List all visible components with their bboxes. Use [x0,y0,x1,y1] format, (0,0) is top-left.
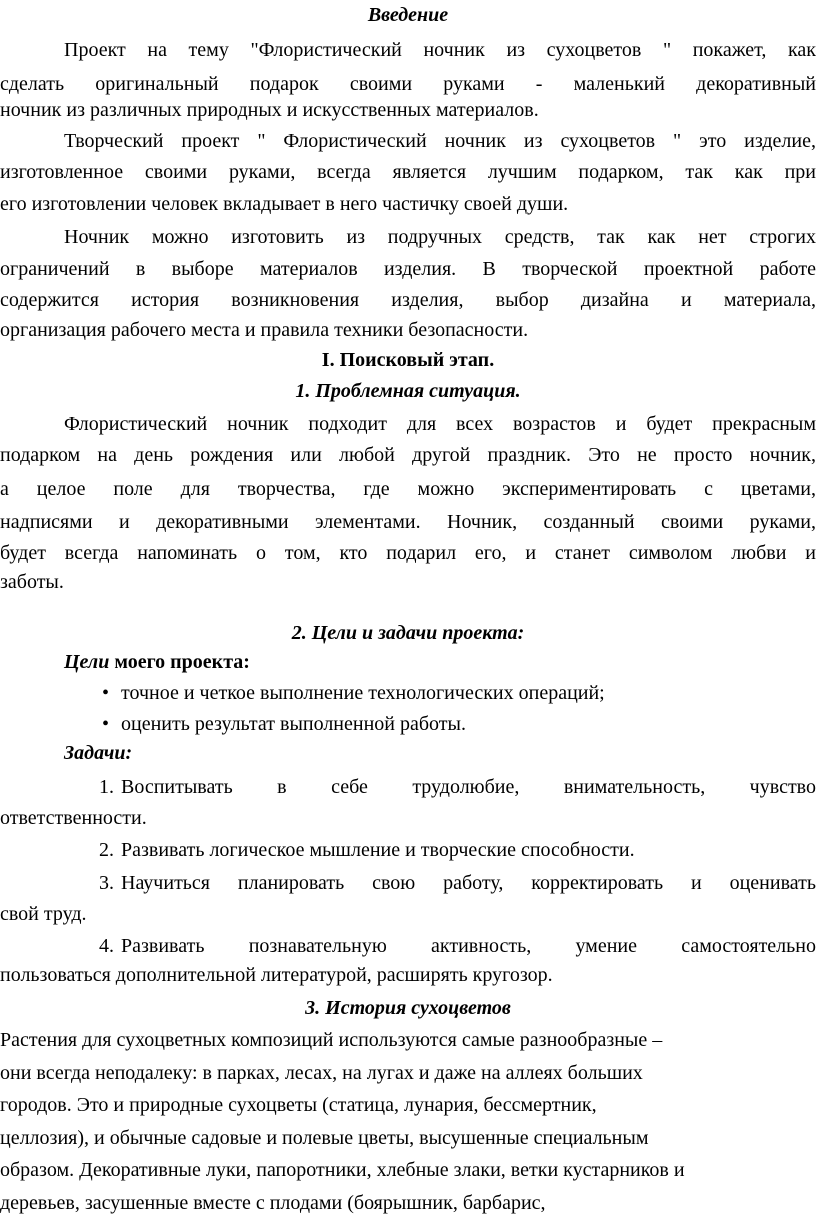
intro-p2-line-2: изготовленное своими руками, всегда является лучшим подарком, так как при [0,161,816,183]
sub1-line-1: Флористический ночник подходит для всех возрастов и будет прекрасным [64,413,816,435]
intro-p1-line-1: Проект на тему "Флористический ночник из сухоцветов " покажет, как [64,39,816,61]
task-number-3: 3. [99,872,114,894]
sub1-line-5: будет всегда напоминать о том, кто подарил его, и станет символом любви и [0,542,816,564]
sub3-line-4: целлозия), и обычные садовые и полевые цветы, высушенные специальным [0,1127,649,1149]
task-text-2a: Развивать логическое мышление и творческие способности. [121,839,635,861]
sub1-line-6: заботы. [0,571,64,593]
task-text-3b: свой труд. [0,903,87,925]
intro-p3-line-1: Ночник можно изготовить из подручных средств, так как нет строгих [64,226,816,248]
intro-p3-line-4: организация рабочего места и правила техники безопасности. [0,319,529,341]
task-number-2: 2. [99,839,114,861]
task-text-1a: Воспитывать в себе трудолюбие, внимательность, чувство [121,776,816,798]
subsection-3-title: 3. История сухоцветов [305,997,511,1019]
section-title: I. Поисковый этап. [321,349,495,371]
sub3-line-1: Растения для сухоцветных композиций используются самые разнообразные – [0,1029,663,1051]
subsection-1-title: 1. Проблемная ситуация. [295,380,521,402]
sub3-line-2: они всегда неподалеку: в парках, лесах, на лугах и даже на аллеях больших [0,1062,643,1084]
task-text-3a: Научиться планировать свою работу, корректировать и оценивать [121,872,816,894]
task-text-1b: ответственности. [0,807,147,829]
bullet-icon: • [102,682,110,704]
intro-p2-line-1: Творческий проект " Флористический ночник из сухоцветов " это изделие, [64,130,816,152]
intro-title: Введение [367,4,449,26]
goals-label-italic: Цели [64,651,110,673]
sub3-line-6: деревьев, засушенные вместе с плодами (боярышник, барбарис, [0,1192,546,1214]
subsection-2-title: 2. Цели и задачи проекта: [291,622,525,644]
sub3-line-3: городов. Это и природные сухоцветы (статица, лунария, бессмертник, [0,1094,597,1116]
intro-p3-line-3: содержится история возникновения изделия, выбор дизайна и материала, [0,289,816,311]
goal-text-1: точное и четкое выполнение технологических операций; [121,682,605,704]
sub1-line-4: надписями и декоративными элементами. Ночник, созданный своими руками, [0,511,816,533]
task-number-4: 4. [99,935,114,957]
intro-p2-line-3: его изготовлении человек вкладывает в него частичку своей души. [0,193,569,215]
task-text-4a: Развивать познавательную активность, умение самостоятельно [121,935,816,957]
bullet-icon: • [102,713,110,735]
intro-p1-line-2: сделать оригинальный подарок своими руками - маленький декоративный [0,73,816,95]
intro-p3-line-2: ограничений в выборе материалов изделия. В творческой проектной работе [0,258,816,280]
task-text-4b: пользоваться дополнительной литературой, расширять кругозор. [0,964,553,986]
task-number-1: 1. [99,776,114,798]
goals-label [64,650,764,674]
sub1-line-3: а целое поле для творчества, где можно экспериментировать с цветами, [0,478,816,500]
sub3-line-5: образом. Декоративные луки, папоротники, хлебные злаки, ветки кустарников и [0,1159,685,1181]
intro-p1-line-3: ночник из различных природных и искусственных материалов. [0,99,539,121]
sub1-line-2: подарком на день рождения или любой другой праздник. Это не просто ночник, [0,444,816,466]
goal-text-2: оценить результат выполненной работы. [121,713,466,735]
tasks-label: Задачи: [64,742,133,764]
goals-label-rest: моего проекта: [109,651,250,673]
